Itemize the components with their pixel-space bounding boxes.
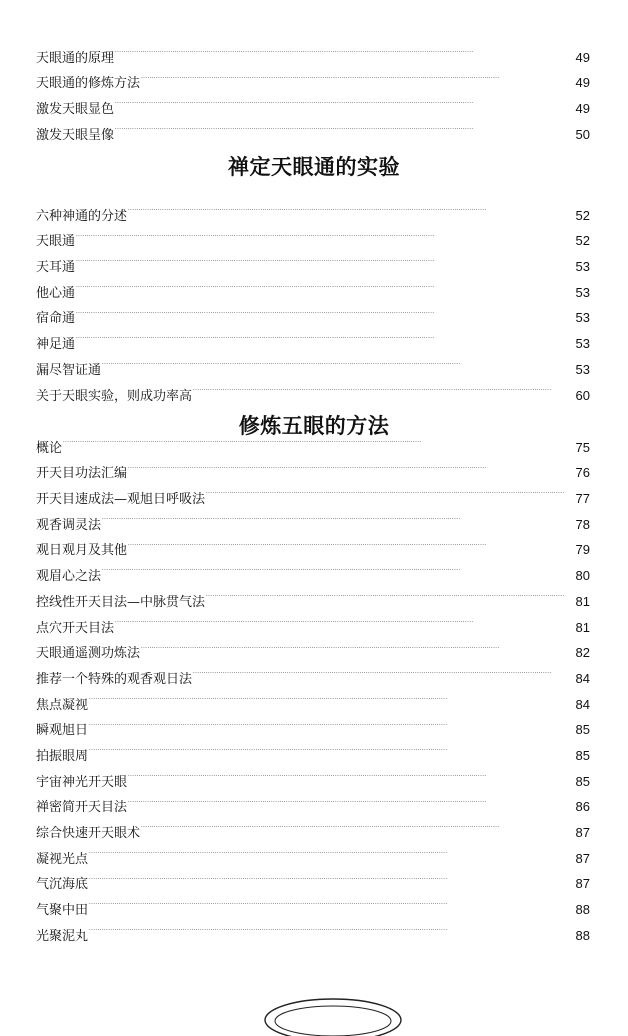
toc-entry-page: 53	[575, 336, 590, 352]
toc-entry-page: 84	[575, 696, 590, 712]
toc-leader-dots	[89, 709, 575, 735]
toc-entry-title: 拍振眼周	[36, 748, 89, 764]
toc-entry[interactable]	[36, 297, 590, 327]
toc-entry-title: 综合快速开天眼术	[36, 826, 141, 841]
toc-leader-dots	[128, 760, 575, 786]
toc-entry[interactable]	[36, 632, 590, 662]
toc-entry[interactable]	[36, 220, 590, 250]
toc-leader-dots	[89, 734, 575, 760]
section-heading: 修炼五眼的方法	[238, 413, 390, 438]
toc-entry-title: 宿命通	[36, 311, 76, 327]
toc-entry-title: 焦点凝视	[36, 697, 89, 713]
toc-entry[interactable]	[36, 374, 590, 404]
section-heading: 禅定天眼通的实验	[228, 154, 400, 179]
toc-entry-page: 77	[575, 491, 590, 507]
toc-entry-page: 79	[575, 542, 590, 558]
toc-leader-dots	[141, 62, 575, 88]
toc-entry[interactable]	[36, 734, 590, 764]
toc-leader-dots	[115, 87, 575, 113]
toc-leader-dots	[89, 837, 575, 863]
toc-entry-page: 49	[575, 75, 590, 91]
toc-leader-dots	[63, 426, 575, 452]
toc-leader-dots	[128, 194, 575, 220]
toc-leader-dots	[76, 271, 575, 297]
toc-entry[interactable]	[36, 348, 590, 378]
toc-entry-title: 观香调灵法	[36, 517, 102, 533]
toc-entry-title: 天眼通	[36, 234, 76, 250]
toc-entry[interactable]	[36, 452, 590, 482]
toc-entry-title: 天眼通遥测功炼法	[36, 646, 141, 662]
toc-entry-title: 天眼通的修炼方法	[36, 76, 141, 92]
toc-entry-page: 52	[575, 207, 590, 223]
toc-entry-page: 86	[575, 799, 590, 815]
toc-entry-title: 概论	[36, 440, 63, 456]
toc-entry-page: 78	[575, 516, 590, 532]
toc-entry[interactable]	[36, 503, 590, 533]
toc-entry[interactable]	[36, 113, 590, 143]
toc-leader-dots	[89, 888, 575, 914]
toc-leader-dots	[128, 452, 575, 478]
decorative-seal-icon	[262, 996, 404, 1036]
toc-section-1	[36, 36, 590, 143]
toc-entry[interactable]	[36, 529, 590, 559]
toc-entry[interactable]	[36, 914, 590, 944]
toc-entry-title: 关于天眼实验，则成功率高	[36, 388, 193, 404]
toc-leader-dots	[89, 683, 575, 709]
toc-leader-dots	[76, 297, 575, 323]
toc-leader-dots	[102, 554, 575, 580]
toc-entry-title: 控线性开天目法—中脉贯气法	[36, 594, 206, 610]
toc-leader-dots	[76, 220, 575, 246]
toc-entry-page: 87	[575, 876, 590, 892]
toc-leader-dots	[206, 580, 575, 606]
toc-entry-page: 88	[575, 927, 590, 943]
toc-leader-dots	[141, 811, 575, 837]
toc-leader-dots	[89, 914, 575, 940]
toc-entry-title: 气沉海底	[36, 877, 89, 893]
toc-entry[interactable]	[36, 580, 590, 610]
toc-leader-dots	[115, 36, 575, 62]
toc-entry-title: 推荐一个特殊的观香观日法	[36, 671, 193, 687]
toc-entry[interactable]	[36, 554, 590, 585]
toc-entry-page: 53	[575, 259, 590, 275]
toc-entry-title: 激发天眼呈像	[36, 127, 115, 143]
toc-entry[interactable]	[36, 863, 590, 893]
toc-entry[interactable]	[36, 271, 590, 301]
toc-entry[interactable]	[36, 606, 590, 636]
toc-leader-dots	[193, 657, 575, 683]
toc-entry-page: 81	[575, 619, 590, 635]
toc-entry-page: 49	[575, 49, 590, 65]
toc-entry-title: 漏尽智证通	[36, 362, 102, 378]
toc-entry-title: 瞬观旭日	[36, 723, 89, 739]
toc-entry-page: 88	[575, 902, 590, 918]
toc-section-2	[36, 194, 590, 404]
toc-entry-page: 52	[575, 233, 590, 249]
toc-entry-title: 天耳通	[36, 260, 76, 276]
toc-entry-title: 宇宙神光开天眼	[36, 774, 128, 790]
toc-entry-page: 85	[575, 722, 590, 738]
toc-entry-page: 49	[575, 101, 590, 117]
toc-entry[interactable]	[36, 709, 590, 739]
toc-entry[interactable]	[36, 62, 590, 92]
toc-leader-dots	[128, 529, 575, 555]
toc-entry-title: 禅密简开天目法	[36, 800, 128, 816]
toc-entry-title: 六种神通的分述	[36, 208, 128, 224]
toc-entry-title: 开天目功法汇编	[36, 466, 128, 482]
toc-leader-dots	[76, 322, 575, 348]
toc-entry-page: 53	[575, 310, 590, 326]
toc-entry[interactable]	[36, 426, 590, 456]
toc-leader-dots	[128, 786, 575, 812]
toc-entry-title: 光聚泥丸	[36, 928, 89, 944]
toc-entry[interactable]	[36, 683, 590, 713]
toc-leader-dots	[206, 477, 575, 503]
toc-entry-page: 82	[575, 645, 590, 661]
toc-leader-dots	[141, 632, 575, 658]
toc-entry-page: 87	[575, 850, 590, 866]
toc-entry[interactable]	[36, 87, 590, 118]
toc-entry[interactable]	[36, 322, 590, 353]
toc-leader-dots	[89, 863, 575, 889]
toc-entry-title: 他心通	[36, 285, 76, 301]
toc-entry-title: 气聚中田	[36, 903, 89, 919]
toc-entry[interactable]	[36, 837, 590, 867]
toc-entry-page: 53	[575, 361, 590, 377]
toc-leader-dots	[115, 113, 575, 139]
toc-entry-title: 凝视光点	[36, 851, 89, 867]
toc-entry-title: 点穴开天目法	[36, 620, 115, 636]
toc-entry-page: 60	[575, 387, 590, 403]
toc-entry[interactable]	[36, 194, 590, 224]
toc-entry-page: 50	[575, 126, 590, 142]
toc-entry[interactable]	[36, 888, 590, 919]
toc-leader-dots	[76, 245, 575, 271]
toc-entry-page: 80	[575, 568, 590, 584]
toc-leader-dots	[102, 503, 575, 529]
toc-entry-page: 75	[575, 439, 590, 455]
toc-entry-title: 观眉心之法	[36, 569, 102, 585]
toc-leader-dots	[102, 348, 575, 374]
toc-entry[interactable]	[36, 36, 590, 66]
toc-leader-dots	[193, 374, 575, 400]
toc-entry-page: 81	[575, 593, 590, 609]
toc-entry[interactable]	[36, 760, 590, 790]
toc-section-3	[36, 426, 590, 944]
toc-leader-dots	[115, 606, 575, 632]
toc-entry[interactable]	[36, 245, 590, 276]
toc-entry-page: 53	[575, 284, 590, 300]
toc-entry-page: 85	[575, 747, 590, 763]
toc-entry-page: 85	[575, 773, 590, 789]
toc-entry-title: 激发天眼显色	[36, 102, 115, 118]
toc-entry-page: 87	[575, 825, 590, 840]
toc-entry-title: 开天目速成法—观旭日呼吸法	[36, 492, 206, 508]
toc-entry-page: 76	[575, 465, 590, 481]
toc-entry-title: 观日观月及其他	[36, 543, 128, 559]
toc-entry-title: 天眼通的原理	[36, 50, 115, 66]
toc-entry-title: 神足通	[36, 337, 76, 353]
toc-entry-page: 84	[575, 670, 590, 686]
